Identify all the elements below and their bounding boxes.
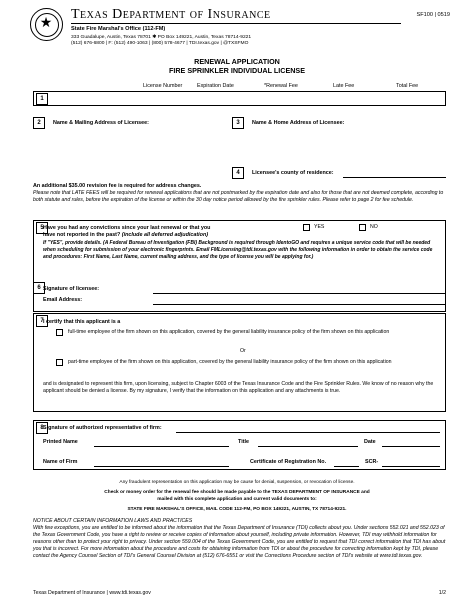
section-7-box (33, 313, 446, 412)
cert-reg-field[interactable] (334, 466, 359, 467)
licensee-signature-field[interactable] (153, 293, 446, 294)
section-6-number: 6 (33, 282, 45, 294)
col-late-fee: Late Fee (333, 83, 355, 89)
title-label: Title (238, 439, 249, 445)
convictions-question-1: Have you had any convictions since your last renewal or that you (43, 225, 211, 231)
mailing-address: STATE FIRE MARSHAL'S OFFICE, MAIL CODE 112-FM, PO BOX 149221, AUSTIN, TX 78714-9221. (127, 507, 347, 512)
part-time-checkbox[interactable] (56, 359, 63, 366)
rep-signature-label: Signature of authorized representative of firm: (43, 425, 162, 431)
licensee-signature-label: Signature of licensee: (43, 286, 100, 292)
certify-intro: I certify that this applicant is a (43, 319, 121, 325)
email-label: Email Address: (43, 297, 83, 303)
revision-fee-note: An additional $35.00 revision fee is required for address changes. (33, 183, 202, 189)
section-3-number: 3 (232, 117, 244, 129)
full-time-checkbox[interactable] (56, 329, 63, 336)
full-time-option: full-time employee of the firm shown on this application, covered by the general liability insurance policy of the firm shown on this application (68, 329, 390, 335)
no-label: NO (370, 224, 378, 230)
office-name: State Fire Marshal's Office (112-FM) (71, 26, 166, 32)
date-label: Date (364, 439, 376, 445)
payable-line-2: mailed with this complete application and current valid documents to: (157, 497, 317, 502)
agency-name: Texas Department of Insurance (71, 7, 271, 22)
scr-field[interactable] (382, 466, 440, 467)
section-5-number: 5 (36, 222, 48, 234)
late-fee-note: Please note that LATE FEES will be required for renewal applications that are not postmarked by the expiration date and also for those that are not deemed complete, according to both statute and rules, before the expiration of the license or within the 30 day notice period allowed by the fire sprinkler rules. Please refer to page 2 for fee schedule. (33, 190, 444, 203)
convictions-question-2: have not reported in the past? (43, 232, 121, 238)
no-checkbox[interactable] (359, 224, 366, 231)
form-subtitle: FIRE SPRINKLER INDIVIDUAL LICENSE (168, 66, 306, 75)
yes-checkbox[interactable] (303, 224, 310, 231)
section-5-box (33, 220, 446, 312)
col-license-number: License Number (143, 83, 183, 89)
col-renewal-fee: *Renewal Fee (264, 83, 298, 89)
firm-name-label: Name of Firm (43, 459, 78, 465)
section-8-box (33, 420, 446, 470)
payable-line-1: Check or money order for the renewal fee should be made payable to the TEXAS DEPARTMENT OF INSURANCE and (104, 490, 370, 495)
printed-name-field[interactable] (94, 446, 229, 447)
form-number: SF100 | 0519 (416, 12, 450, 18)
or-label: Or (240, 348, 246, 354)
rep-signature-field[interactable] (176, 432, 440, 433)
section-8-number: 8 (36, 422, 48, 434)
section-4-number: 4 (232, 167, 244, 179)
yes-label: YES (314, 224, 325, 230)
part-time-option: part-time employee of the firm shown on this application, covered by the general liability insurance policy of the firm shown on this application (68, 359, 392, 365)
section-7-number: 7 (36, 315, 48, 327)
certify-paragraph: and is designated to represent this firm, upon licensing, subject to Chapter 6003 of the Texas Insurance Code and the Fire Sprinkler Rules. We know of no reason why the applicant should be denied a license. By my signature, I verify that the information on this application and any attachments is true. (43, 381, 434, 394)
scr-label: SCR- (365, 459, 379, 465)
office-address: 333 Guadalupe, Austin, Texas 78701 ✱ PO Box 149221, Austin, Texas 78714-9221 (71, 35, 252, 40)
fraud-warning: Any fraudulent representation on this application may be cause for denial, suspension, or revocation of license. (119, 480, 355, 485)
fbi-details: If "YES", provide details. (A Federal Bureau of Investigation (FBI) Background is required through IdentoGO and requires a unique service code that will be needed when scheduling for submission of your electronic fingerprints. Email FMLicensing@tdi.texas.gov with the following information in order to obtain the service code and procedures: First Name, Last Name, current mailing address, and the type of license you will be applying for.) (43, 240, 433, 260)
footer-website: Texas Department of Insurance | www.tdi.texas.gov (33, 590, 151, 596)
section-2-number: 2 (33, 117, 45, 129)
office-contact: (512) 676-6800 | F: (512) 490-1063 | (800) 578-4677 | TDI.texas.gov | @TXSFMO (71, 41, 249, 46)
convictions-question-2-wrap (43, 232, 208, 238)
date-field[interactable] (382, 446, 440, 447)
tdi-seal-icon: ★ (30, 8, 63, 41)
home-address-label: Name & Home Address of Licensee: (252, 120, 345, 126)
notice-body: With few exceptions, you are entitled to be informed about the information that the Texas Department of Insurance (TDI) collects about you. Under sections 552.021 and 552.023 of the Texas Government Code, you have a right to review or receive copies of information about yourself, including private information. However, TDI may withhold information for reasons other than to protect your right to privacy. Under section 559.004 of the Texas Government Code, you are entitled to request that TDI correct information that TDI has about you that is incorrect. For more information about the procedure and costs for obtaining information from TDI or about the procedure for correcting information kept by TDI, please contact the Agency Counsel Section of TDI's General Counsel Division at (512) 676-6551 or visit the Corrections Procedure section of TDI's website at www.tdi.texas.gov. (33, 525, 446, 559)
page-number: 1/2 (438, 590, 446, 596)
email-field[interactable] (153, 304, 446, 305)
header-rule (71, 23, 401, 24)
form-title: RENEWAL APPLICATION (194, 57, 280, 66)
col-expiration-date: Expiration Date (197, 83, 234, 89)
cert-reg-label: Certificate of Registration No. (250, 459, 327, 465)
printed-name-label: Printed Name (43, 439, 78, 445)
title-field[interactable] (258, 446, 358, 447)
firm-name-field[interactable] (94, 466, 229, 467)
county-field[interactable] (343, 177, 446, 178)
notice-title: NOTICE ABOUT CERTAIN INFORMATION LAWS AND PRACTICES (33, 518, 193, 524)
section-1-box[interactable] (33, 91, 446, 106)
section-number: 1 (36, 93, 48, 105)
mailing-address-label: Name & Mailing Address of Licensee: (53, 120, 149, 126)
county-label: Licensee's county of residence: (252, 170, 334, 176)
convictions-question-italic: (include all deferred adjudication) (121, 232, 209, 238)
col-total-fee: Total Fee (396, 83, 419, 89)
